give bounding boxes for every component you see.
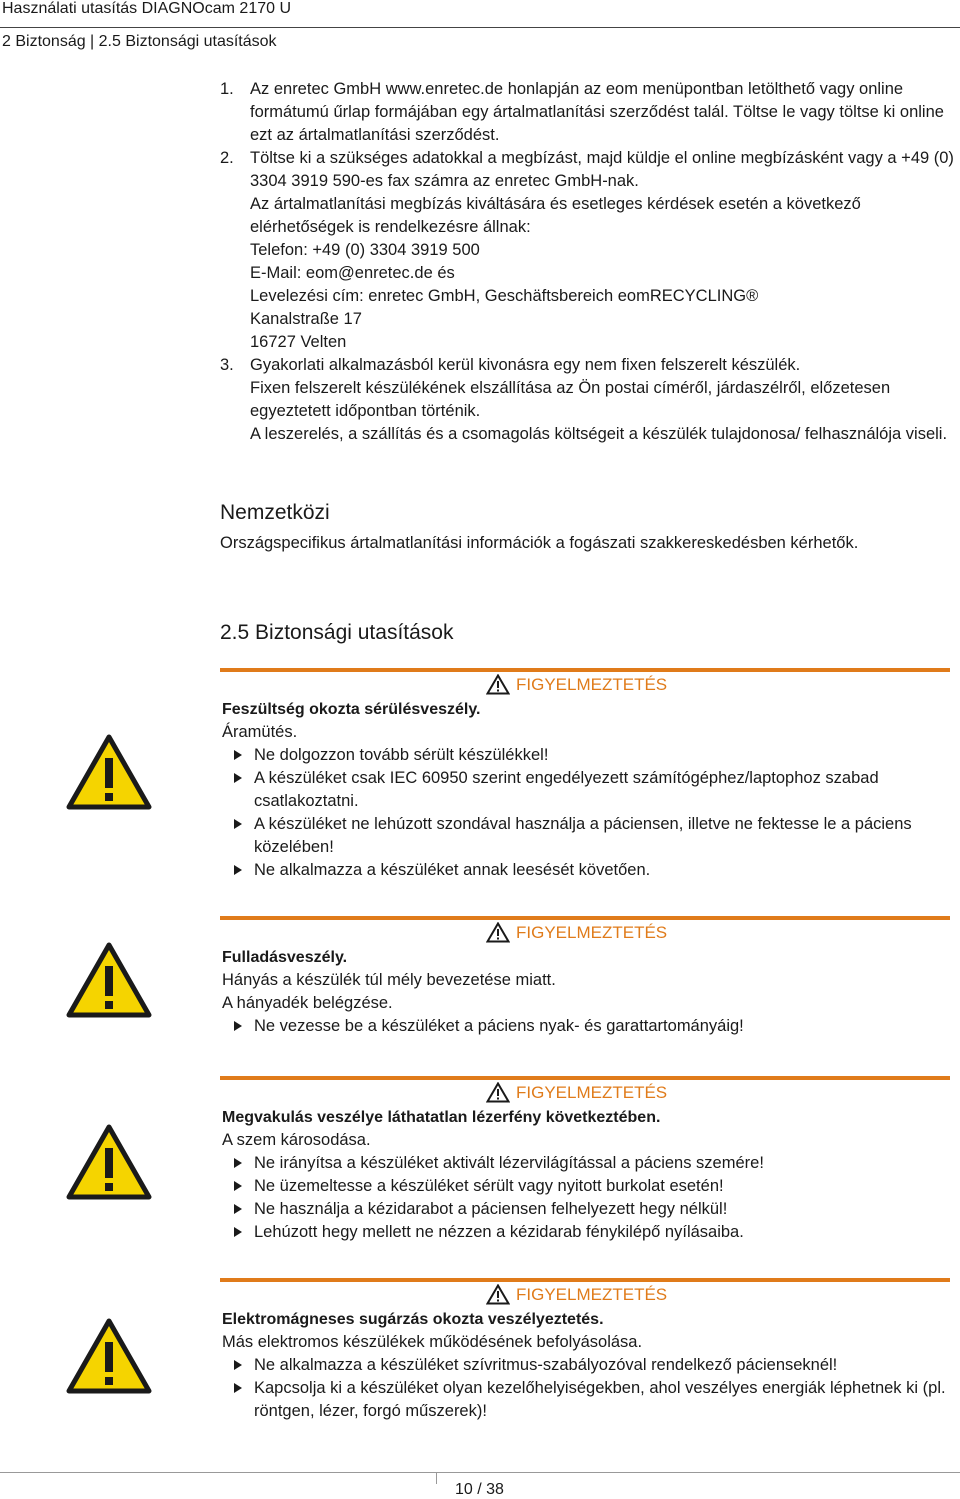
warning-label: FIGYELMEZTETÉS bbox=[516, 1284, 668, 1304]
international-text: Országspecifikus ártalmatlanítási információk a fogászati szakkereskedésben kérhetők. bbox=[220, 534, 859, 552]
warning-title: Elektromágneses sugárzás okozta veszélyeztetés. bbox=[222, 1311, 604, 1328]
warning-bullet: A készüléket csak IEC 60950 szerint engedélyezett számítógéphez/laptophoz szabad csatlakoztatni. bbox=[222, 767, 952, 813]
warning-label: FIGYELMEZTETÉS bbox=[516, 922, 668, 942]
warning-label: FIGYELMEZTETÉS bbox=[516, 1082, 668, 1102]
warning-header bbox=[486, 922, 667, 943]
warning-bullet: Ne vezesse be a készüléket a páciens nyak- és garattartományáig! bbox=[222, 1015, 952, 1038]
warning-header bbox=[486, 1284, 667, 1305]
page-number: 10 / 38 bbox=[455, 1481, 504, 1498]
warning-bullets bbox=[222, 1354, 952, 1423]
warning-bullet: Ne dolgozzon tovább sérült készülékkel! bbox=[222, 744, 952, 767]
contact-city: 16727 Velten bbox=[250, 333, 347, 351]
warning-title: Fulladásveszély. bbox=[222, 949, 348, 966]
warning-rule bbox=[220, 1076, 950, 1080]
footer-divider bbox=[436, 1472, 437, 1484]
disposal-steps bbox=[220, 78, 955, 446]
warning-consequence: Más elektromos készülékek működésének befolyásolása. bbox=[222, 1333, 643, 1351]
warning-title: Feszültség okozta sérülésveszély. bbox=[222, 701, 481, 718]
warning-small-icon bbox=[486, 674, 510, 695]
step-1 bbox=[220, 78, 955, 147]
step-number: 3. bbox=[220, 356, 234, 374]
warning-bullets bbox=[222, 1152, 952, 1244]
warning-small-icon bbox=[486, 922, 510, 943]
warning-triangle-icon bbox=[66, 1124, 152, 1200]
document-title: Használati utasítás DIAGNOcam 2170 U bbox=[2, 0, 292, 17]
warning-bullets bbox=[222, 744, 952, 882]
warning-small-icon bbox=[486, 1284, 510, 1305]
warning-bullet: Ne alkalmazza a készüléket annak leesését követően. bbox=[222, 859, 952, 882]
step-2 bbox=[220, 147, 955, 354]
warning-header bbox=[486, 674, 667, 695]
warning-bullet: A készüléket ne lehúzott szondával használja a páciensen, illetve ne fektesse le a páciens közelében! bbox=[222, 813, 952, 859]
contact-intro: Az ártalmatlanítási megbízás kiváltására és esetleges kérdések esetén a következő elérhetőségek is rendelkezésre állnak: bbox=[250, 195, 861, 236]
contact-street: Kanalstraße 17 bbox=[250, 310, 362, 328]
contact-phone: Telefon: +49 (0) 3304 3919 500 bbox=[250, 241, 480, 259]
warning-bullet: Ne alkalmazza a készüléket szívritmus-szabályozóval rendelkező pácienseknél! bbox=[222, 1354, 952, 1377]
warning-bullet: Lehúzott hegy mellett ne nézzen a kézidarab fénykilépő nyílásaiba. bbox=[222, 1221, 952, 1244]
warning-bullet: Ne üzemeltesse a készüléket sérült vagy nyitott burkolat esetén! bbox=[222, 1175, 952, 1198]
warning-bullet: Ne irányítsa a készüléket aktivált lézervilágítással a páciens szemére! bbox=[222, 1152, 952, 1175]
main-content bbox=[220, 78, 955, 446]
warning-consequence: A hányadék belégzése. bbox=[222, 994, 393, 1012]
warning-label: FIGYELMEZTETÉS bbox=[516, 674, 668, 694]
safety-heading: 2.5 Biztonsági utasítások bbox=[220, 621, 454, 644]
warning-consequence: A szem károsodása. bbox=[222, 1131, 371, 1149]
header-rule bbox=[0, 27, 960, 28]
warning-triangle-icon bbox=[66, 734, 152, 810]
warning-body bbox=[222, 698, 952, 882]
warning-rule bbox=[220, 916, 950, 920]
warning-bullet: Ne használja a kézidarabot a páciensen felhelyezett hegy nélkül! bbox=[222, 1198, 952, 1221]
step-note: A leszerelés, a szállítás és a csomagolás költségeit a készülék tulajdonosa/ felhasználója viseli. bbox=[250, 425, 948, 443]
contact-email: E-Mail: eom@enretec.de és bbox=[250, 264, 455, 282]
step-number: 2. bbox=[220, 149, 234, 167]
warning-body bbox=[222, 1106, 952, 1244]
warning-rule bbox=[220, 1278, 950, 1282]
breadcrumb: 2 Biztonság | 2.5 Biztonsági utasítások bbox=[2, 33, 277, 50]
step-text: Töltse ki a szükséges adatokkal a megbízást, majd küldje el online megbízásként vagy a +49 (0) 3304 3919 590-es fax számra az enretec GmbH-nak. bbox=[250, 149, 954, 190]
footer-rule bbox=[0, 1472, 960, 1473]
safety-heading-wrap bbox=[220, 620, 453, 646]
warning-triangle-icon bbox=[66, 1318, 152, 1394]
warning-rule bbox=[220, 668, 950, 672]
warning-title: Megvakulás veszélye láthatatlan lézerfény következtében. bbox=[222, 1109, 661, 1126]
step-number: 1. bbox=[220, 80, 234, 98]
step-text: Gyakorlati alkalmazásból kerül kivonásra egy nem fixen felszerelt készülék. bbox=[250, 356, 801, 374]
warning-bullet: Kapcsolja ki a készüléket olyan kezelőhelyiségekben, ahol veszélyes energiák léphetnek ki (pl. röntgen, lézer, forgó műszerek)! bbox=[222, 1377, 952, 1423]
international-heading: Nemzetközi bbox=[220, 501, 330, 524]
step-note: Fixen felszerelt készülékének elszállítása az Ön postai címéről, járdaszélről, előzetesen egyeztetett időpontban történik. bbox=[250, 379, 891, 420]
step-text: Az enretec GmbH www.enretec.de honlapján az eom menüpontban letölthető vagy online formátumú űrlap formájában egy ártalmatlanítási szerződést talál. Töltse le vagy töltse ki online ezt az ártalmatlanítási szerződést. bbox=[250, 80, 944, 144]
warning-consequence: Áramütés. bbox=[222, 723, 298, 741]
contact-address: Levelezési cím: enretec GmbH, Geschäftsbereich eomRECYCLING® bbox=[250, 287, 759, 305]
warning-body bbox=[222, 1308, 952, 1423]
step-3 bbox=[220, 354, 955, 446]
international-section bbox=[220, 500, 950, 556]
warning-consequence: Hányás a készülék túl mély bevezetése miatt. bbox=[222, 971, 556, 989]
warning-small-icon bbox=[486, 1082, 510, 1103]
warning-header bbox=[486, 1082, 667, 1103]
warning-body bbox=[222, 946, 952, 1038]
warning-bullets bbox=[222, 1015, 952, 1038]
warning-triangle-icon bbox=[66, 942, 152, 1018]
